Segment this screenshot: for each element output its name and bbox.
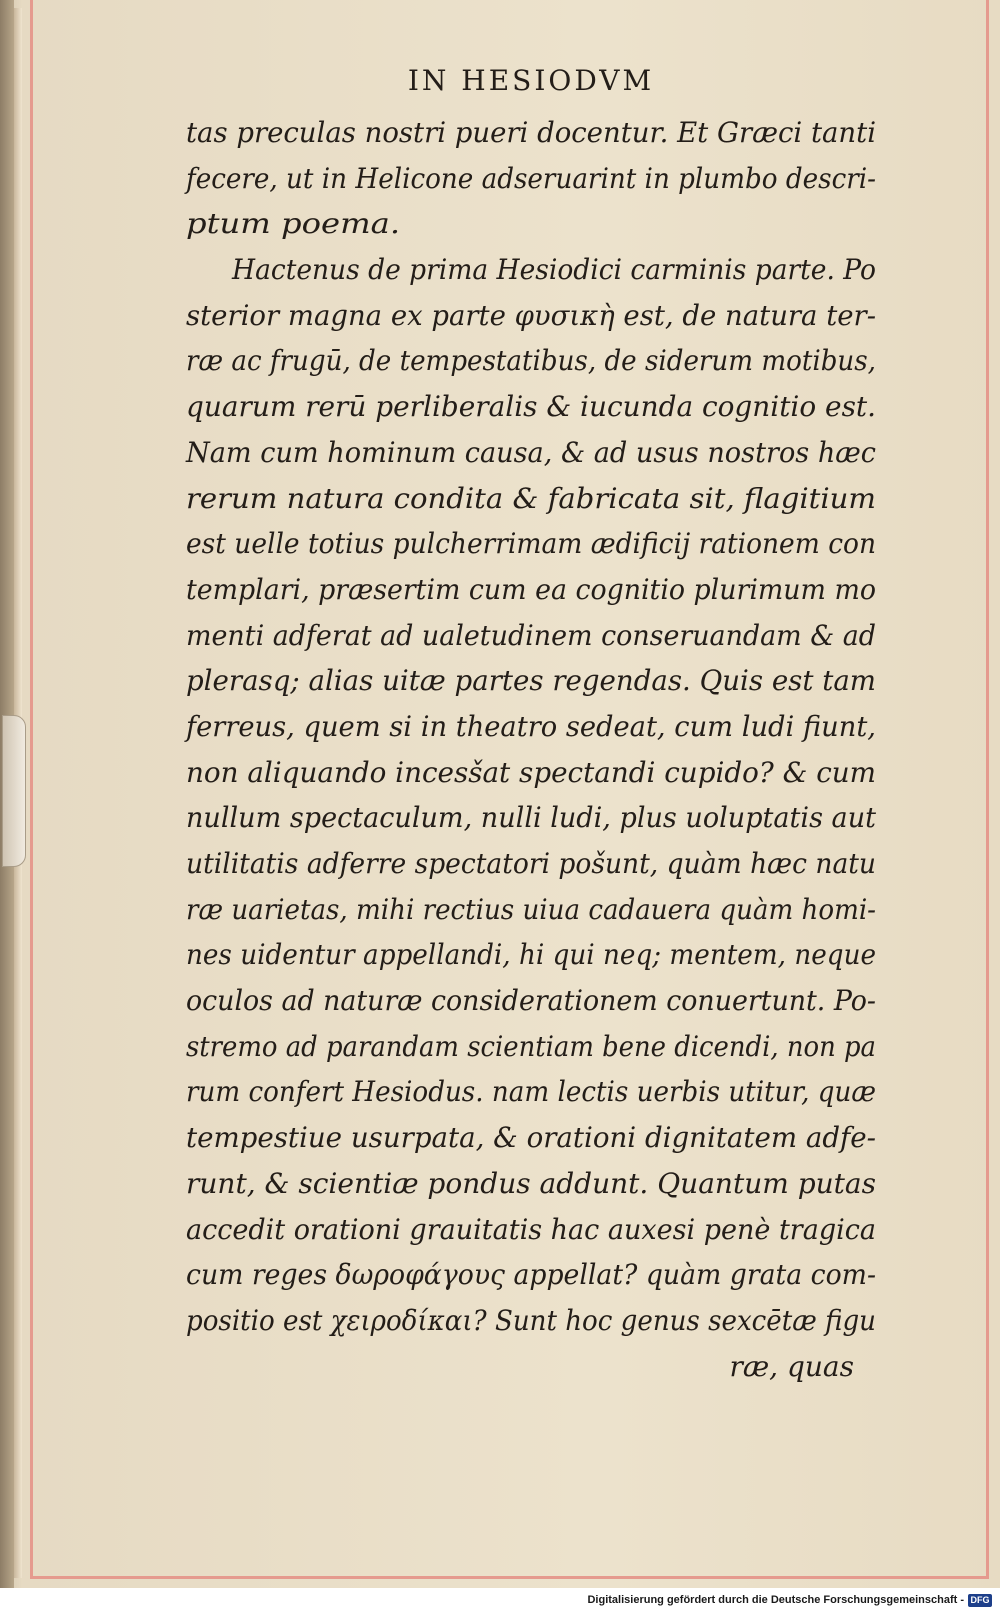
text-line: positio est χειροδίκαι? Sunt hoc genus sexcētæ figu — [186, 1303, 876, 1337]
text-line: ræ ac frugū, de tempestatibus, de siderum motibus, — [186, 344, 876, 378]
text-line: rerum natura condita & fabricata sit, flagitium — [186, 481, 877, 515]
text-line: templari, præsertim cum ea cognitio plurimum mo — [186, 572, 876, 606]
text-line: utilitatis adferre spectatori pošunt, quàm hæc natu — [186, 847, 876, 880]
text-line: menti adferat ad ualetudinem conseruandam & ad — [186, 618, 876, 652]
footer-credit: Digitalisierung gefördert durch die Deutsche Forschungsgemeinschaft - — [587, 1594, 964, 1606]
dfg-logo: DFG — [968, 1594, 992, 1607]
text-line: fecere, ut in Helicone adseruarint in plumbo descri- — [186, 161, 876, 195]
text-line: ptum poema. — [186, 207, 401, 241]
text-line: nes uidentur appellandi, hi qui neq; mentem, neque — [186, 938, 876, 972]
text-line: est uelle totius pulcherrimam ædificij rationem con — [186, 527, 876, 561]
text-line: stremo ad parandam scientiam bene dicendi, non pa — [186, 1029, 876, 1063]
text-line: Hactenus de prima Hesiodici carminis parte. Po — [232, 253, 876, 287]
catchword: ræ, quas — [729, 1349, 854, 1383]
text-line: accedit orationi grauitatis hac auxesi penè tragica — [186, 1212, 876, 1246]
paper-tab — [2, 715, 26, 867]
text-line: tas preculas nostri pueri docentur. Et Græci tanti — [186, 116, 876, 149]
text-line: ferreus, quem si in theatro sedeat, cum ludi fiunt, — [186, 709, 876, 743]
text-line: rum confert Hesiodus. nam lectis uerbis utitur, quæ — [186, 1075, 876, 1109]
text-line: quarum rerū perliberalis & iucunda cognitio est. — [186, 390, 876, 424]
text-line: runt, & scientiæ pondus addunt. Quantum putas — [186, 1166, 876, 1200]
text-line: oculos ad naturæ considerationem conuertunt. Po- — [186, 984, 876, 1018]
text-line: nullum spectaculum, nulli ludi, plus uoluptatis aut — [186, 801, 876, 835]
red-edge-left — [30, 0, 33, 1578]
text-line: cum reges δωροφάγους appellat? quàm grata com- — [186, 1258, 876, 1292]
red-edge-bottom — [30, 1576, 989, 1579]
text-line: tempestiue usurpata, & orationi dignitatem adfe- — [186, 1121, 876, 1155]
text-line: plerasq; alias uitæ partes regendas. Quis est tam — [186, 664, 876, 698]
running-head: IN HESIODVM — [407, 64, 655, 97]
text-line: ræ uarietas, mihi rectius uiua cadauera quàm homi- — [186, 892, 876, 926]
red-edge-right — [986, 0, 989, 1578]
text-line: Nam cum hominum causa, & ad usus nostros hæc — [186, 435, 876, 469]
text-line: non aliquando incesšat spectandi cupido? & cum — [186, 755, 876, 789]
text-block — [186, 58, 876, 1389]
text-line: sterior magna ex parte φυσικὴ est, de natura ter- — [186, 298, 876, 332]
